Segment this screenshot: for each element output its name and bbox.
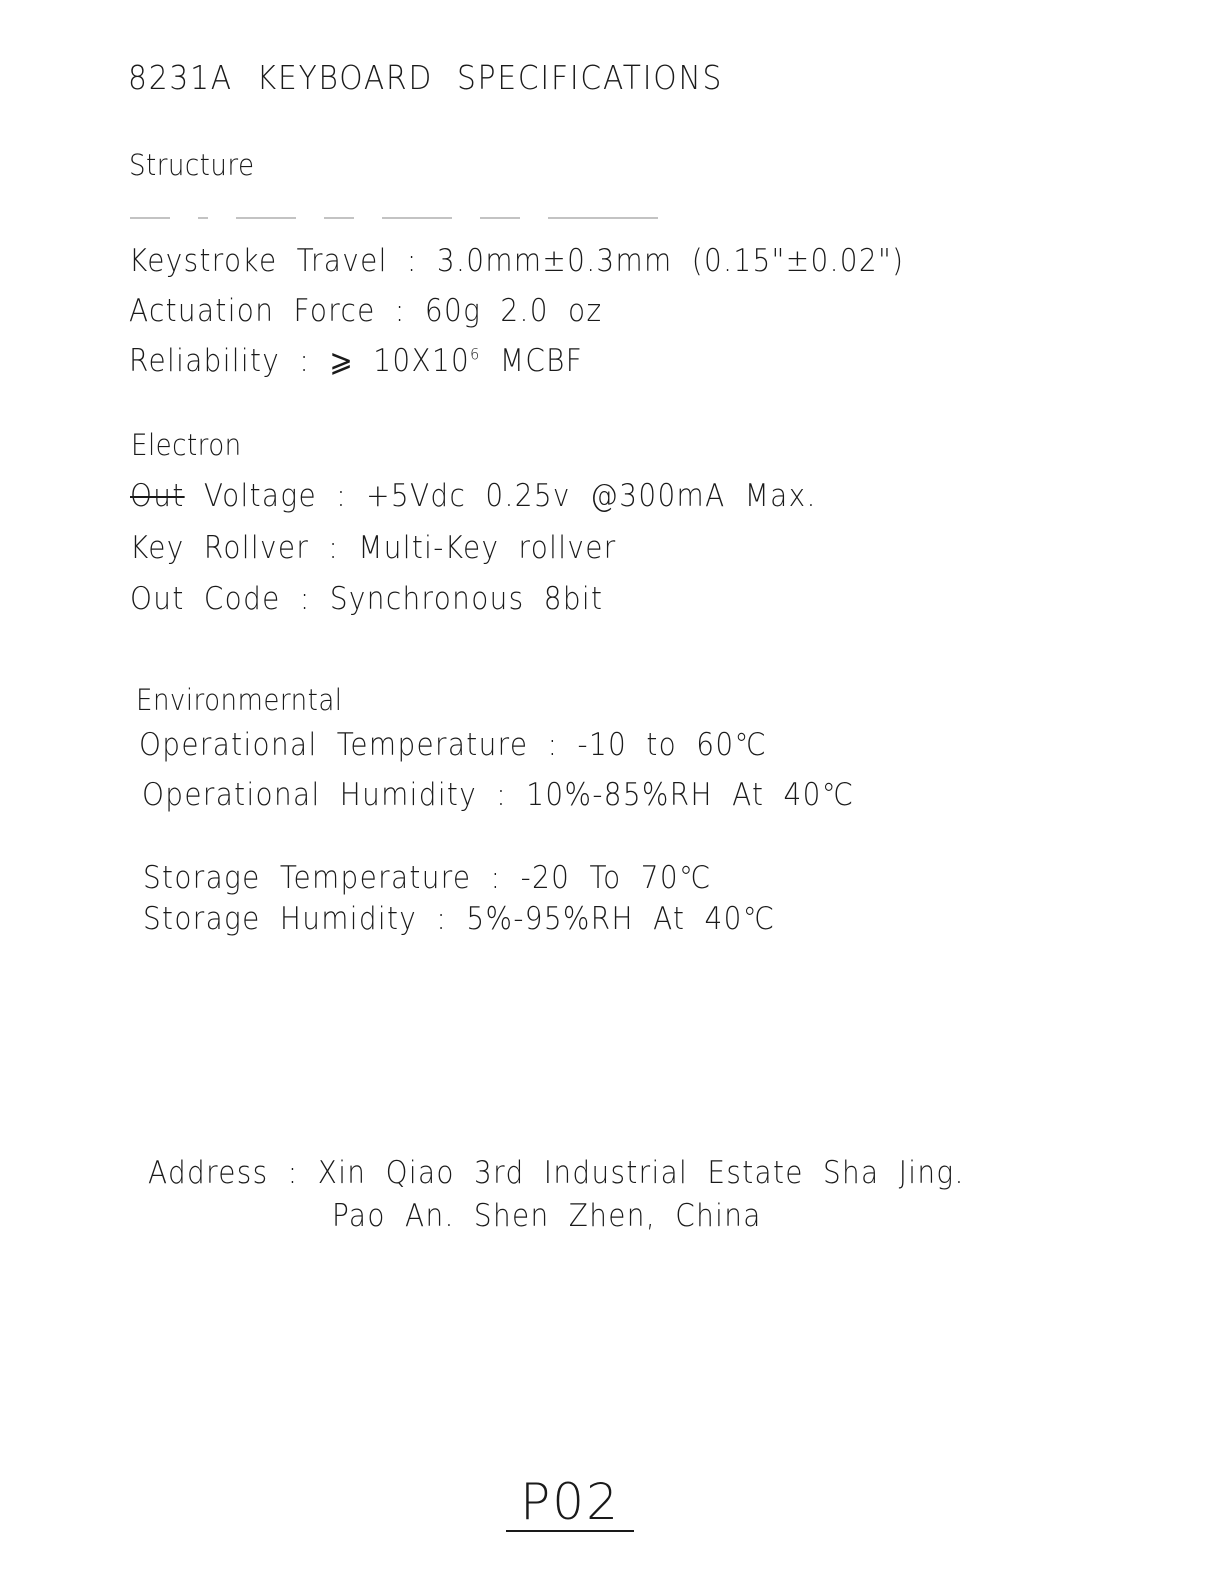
reliability-text: Reliability : ⩾ 10X10 [129, 343, 471, 379]
storage-humidity-spec: Storage Humidity : 5%-95%RH At 40℃ [143, 901, 776, 937]
keystroke-travel-spec: Keystroke Travel : 3.0mm±0.3mm (0.15"±0.02") [129, 243, 905, 279]
reliability-exponent: 6 [470, 344, 481, 364]
struck-out-word: Out [130, 478, 185, 514]
address-line-2: Pao An. Shen Zhen, China [332, 1198, 762, 1234]
voltage-spec [130, 478, 817, 514]
voltage-text: Voltage : +5Vdc 0.25v @300mA Max. [184, 478, 817, 514]
operational-temperature-spec: Operational Temperature : -10 to 60℃ [139, 727, 768, 763]
document-title: 8231A KEYBOARD SPECIFICATIONS [128, 58, 724, 97]
environmental-heading: Environmerntal [136, 683, 343, 717]
structure-heading: Structure [129, 148, 255, 182]
out-code-spec: Out Code : Synchronous 8bit [130, 581, 604, 617]
reliability-unit: MCBF [480, 343, 584, 379]
address-line-1: Address : Xin Qiao 3rd Industrial Estate Sha Jing. [148, 1155, 965, 1191]
faded-illegible-line [130, 207, 810, 229]
electron-heading: Electron [131, 428, 242, 462]
key-rollver-spec: Key Rollver : Multi-Key rollver [130, 530, 617, 566]
storage-temperature-spec: Storage Temperature : -20 To 70℃ [143, 860, 712, 896]
page-number: P02 [506, 1476, 634, 1532]
actuation-force-spec: Actuation Force : 60g 2.0 oz [129, 293, 603, 329]
reliability-spec [129, 343, 583, 379]
operational-humidity-spec: Operational Humidity : 10%-85%RH At 40℃ [142, 777, 855, 813]
